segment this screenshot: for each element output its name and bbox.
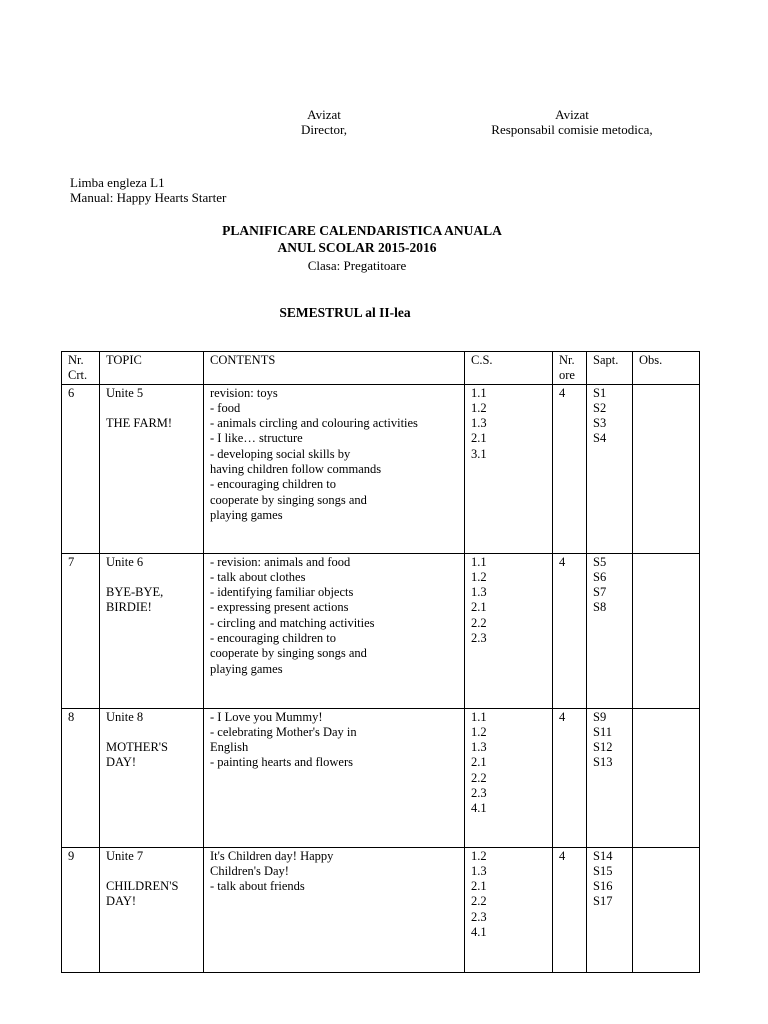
cell-sapt: [587, 847, 633, 972]
content-line: - revision: animals and food: [210, 554, 351, 569]
cell-sapt: [587, 708, 633, 847]
week-code: S9: [593, 709, 607, 724]
cell-ore: [553, 708, 587, 847]
content-line: - encouraging children to: [210, 631, 336, 646]
school-year: ANUL SCOLAR 2015-2016: [277, 240, 437, 255]
unit-label: Unite 8: [106, 709, 144, 724]
cell-contents: [204, 553, 465, 708]
cell-nr: [62, 553, 100, 708]
content-line: - celebrating Mother's Day in: [210, 724, 357, 739]
topic-title-line: DAY!: [106, 755, 137, 770]
competence-code: 1.2: [471, 848, 487, 863]
cell-ore: [553, 553, 587, 708]
competence-code: 1.3: [471, 863, 487, 878]
competence-code: 1.2: [471, 724, 487, 739]
content-line: - food: [210, 400, 241, 415]
cell-topic: [100, 553, 204, 708]
cell-contents: [204, 384, 465, 553]
competence-code: 2.3: [471, 631, 487, 646]
content-line: - circling and matching activities: [210, 615, 375, 630]
cell-nr: [62, 384, 100, 553]
hours-count: 4: [559, 848, 566, 863]
competence-code: 2.1: [471, 431, 487, 446]
week-code: S12: [593, 740, 613, 755]
header-ore: Nr. ore: [553, 352, 587, 385]
competence-code: 3.1: [471, 446, 487, 461]
content-line: playing games: [210, 507, 283, 522]
competence-code: 2.3: [471, 786, 487, 801]
header-contents: CONTENTS: [204, 352, 465, 385]
competence-code: 2.1: [471, 755, 487, 770]
competence-code: 2.1: [471, 879, 487, 894]
header-obs: Obs.: [633, 352, 700, 385]
content-line: cooperate by singing songs and: [210, 646, 367, 661]
content-line: - I Love you Mummy!: [210, 709, 323, 724]
unit-label: Unite 6: [106, 554, 144, 569]
header-topic: TOPIC: [100, 352, 204, 385]
table-row: [62, 847, 700, 972]
content-line: English: [210, 740, 249, 755]
topic-title-line: DAY!: [106, 894, 137, 909]
semester-heading: SEMESTRUL al II-lea: [279, 305, 411, 320]
topic-title-line: THE FARM!: [106, 415, 173, 430]
class-line: Clasa: Pregatitoare: [307, 258, 407, 273]
content-line: - expressing present actions: [210, 600, 349, 615]
competence-code: 2.2: [471, 770, 487, 785]
week-code: S2: [593, 400, 607, 415]
cell-sapt: [587, 553, 633, 708]
row-number: 9: [68, 848, 75, 863]
content-line: having children follow commands: [210, 462, 382, 477]
week-code: S17: [593, 894, 613, 909]
approval-director: [234, 107, 414, 137]
table-row: [62, 384, 700, 553]
cell-cs: [465, 384, 553, 553]
subject-line: Limba engleza L1: [70, 175, 165, 190]
competence-code: 1.3: [471, 585, 487, 600]
cell-sapt: [587, 384, 633, 553]
cell-obs: [633, 384, 700, 553]
approval-commission-role: Responsabil comisie metodica,: [491, 122, 653, 137]
content-line: - developing social skills by: [210, 446, 351, 461]
content-line: - talk about friends: [210, 879, 305, 894]
content-line: - painting hearts and flowers: [210, 755, 354, 770]
content-line: It's Children day! Happy: [210, 848, 334, 863]
competence-code: 1.3: [471, 416, 487, 431]
content-line: cooperate by singing songs and: [210, 492, 367, 507]
week-code: S13: [593, 755, 613, 770]
week-code: S4: [593, 431, 607, 446]
row-number: 8: [68, 709, 75, 724]
cell-nr: [62, 708, 100, 847]
cell-nr: [62, 847, 100, 972]
approval-director-label: Avizat: [307, 107, 341, 122]
content-line: - identifying familiar objects: [210, 585, 354, 600]
unit-label: Unite 7: [106, 848, 144, 863]
cell-contents: [204, 708, 465, 847]
competence-code: 2.2: [471, 894, 487, 909]
row-number: 6: [68, 385, 75, 400]
topic-title-line: BIRDIE!: [106, 600, 152, 615]
competence-code: 1.2: [471, 569, 487, 584]
content-line: - I like… structure: [210, 431, 303, 446]
approval-director-role: Director,: [300, 122, 348, 137]
week-code: S8: [593, 600, 607, 615]
content-line: - encouraging children to: [210, 477, 336, 492]
cell-ore: [553, 384, 587, 553]
approval-commission: [472, 107, 672, 137]
document-title: PLANIFICARE CALENDARISTICA ANUALA: [222, 223, 502, 238]
topic-title-line: BYE-BYE,: [106, 584, 164, 599]
hours-count: 4: [559, 385, 566, 400]
cell-topic: [100, 384, 204, 553]
week-code: S11: [593, 724, 612, 739]
cell-ore: [553, 847, 587, 972]
cell-topic: [100, 847, 204, 972]
competence-code: 1.2: [471, 400, 487, 415]
week-code: S14: [593, 848, 613, 863]
hours-count: 4: [559, 709, 566, 724]
table-row: [62, 553, 700, 708]
cell-topic: [100, 708, 204, 847]
content-line: Children's Day!: [210, 863, 289, 878]
cell-contents: [204, 847, 465, 972]
content-line: - animals circling and colouring activities: [210, 416, 418, 431]
row-number: 7: [68, 554, 75, 569]
table-row: [62, 708, 700, 847]
content-line: playing games: [210, 661, 283, 676]
week-code: S3: [593, 416, 607, 431]
unit-label: Unite 5: [106, 385, 144, 400]
header-sapt: Sapt.: [587, 352, 633, 385]
approval-commission-label: Avizat: [555, 107, 589, 122]
planning-table: [61, 351, 700, 973]
manual-line: Manual: Happy Hearts Starter: [70, 190, 227, 205]
competence-code: 2.1: [471, 600, 487, 615]
week-code: S7: [593, 585, 607, 600]
competence-code: 2.2: [471, 615, 487, 630]
competence-code: 2.3: [471, 909, 487, 924]
header-cs: C.S.: [465, 352, 553, 385]
week-code: S5: [593, 554, 607, 569]
week-code: S16: [593, 879, 613, 894]
week-code: S15: [593, 863, 613, 878]
competence-code: 4.1: [471, 801, 487, 816]
content-line: revision: toys: [210, 385, 278, 400]
competence-code: 1.3: [471, 740, 487, 755]
cell-cs: [465, 553, 553, 708]
header-nr: Nr. Crt.: [62, 352, 100, 385]
topic-title-line: CHILDREN'S: [106, 878, 179, 893]
content-line: - talk about clothes: [210, 569, 306, 584]
competence-code: 1.1: [471, 554, 487, 569]
week-code: S6: [593, 569, 607, 584]
cell-cs: [465, 847, 553, 972]
cell-obs: [633, 708, 700, 847]
cell-obs: [633, 847, 700, 972]
table-header-row: [62, 352, 700, 385]
competence-code: 1.1: [471, 709, 487, 724]
topic-title-line: MOTHER'S: [106, 739, 168, 754]
competence-code: 4.1: [471, 925, 487, 940]
competence-code: 1.1: [471, 385, 487, 400]
cell-cs: [465, 708, 553, 847]
hours-count: 4: [559, 554, 566, 569]
week-code: S1: [593, 385, 607, 400]
cell-obs: [633, 553, 700, 708]
